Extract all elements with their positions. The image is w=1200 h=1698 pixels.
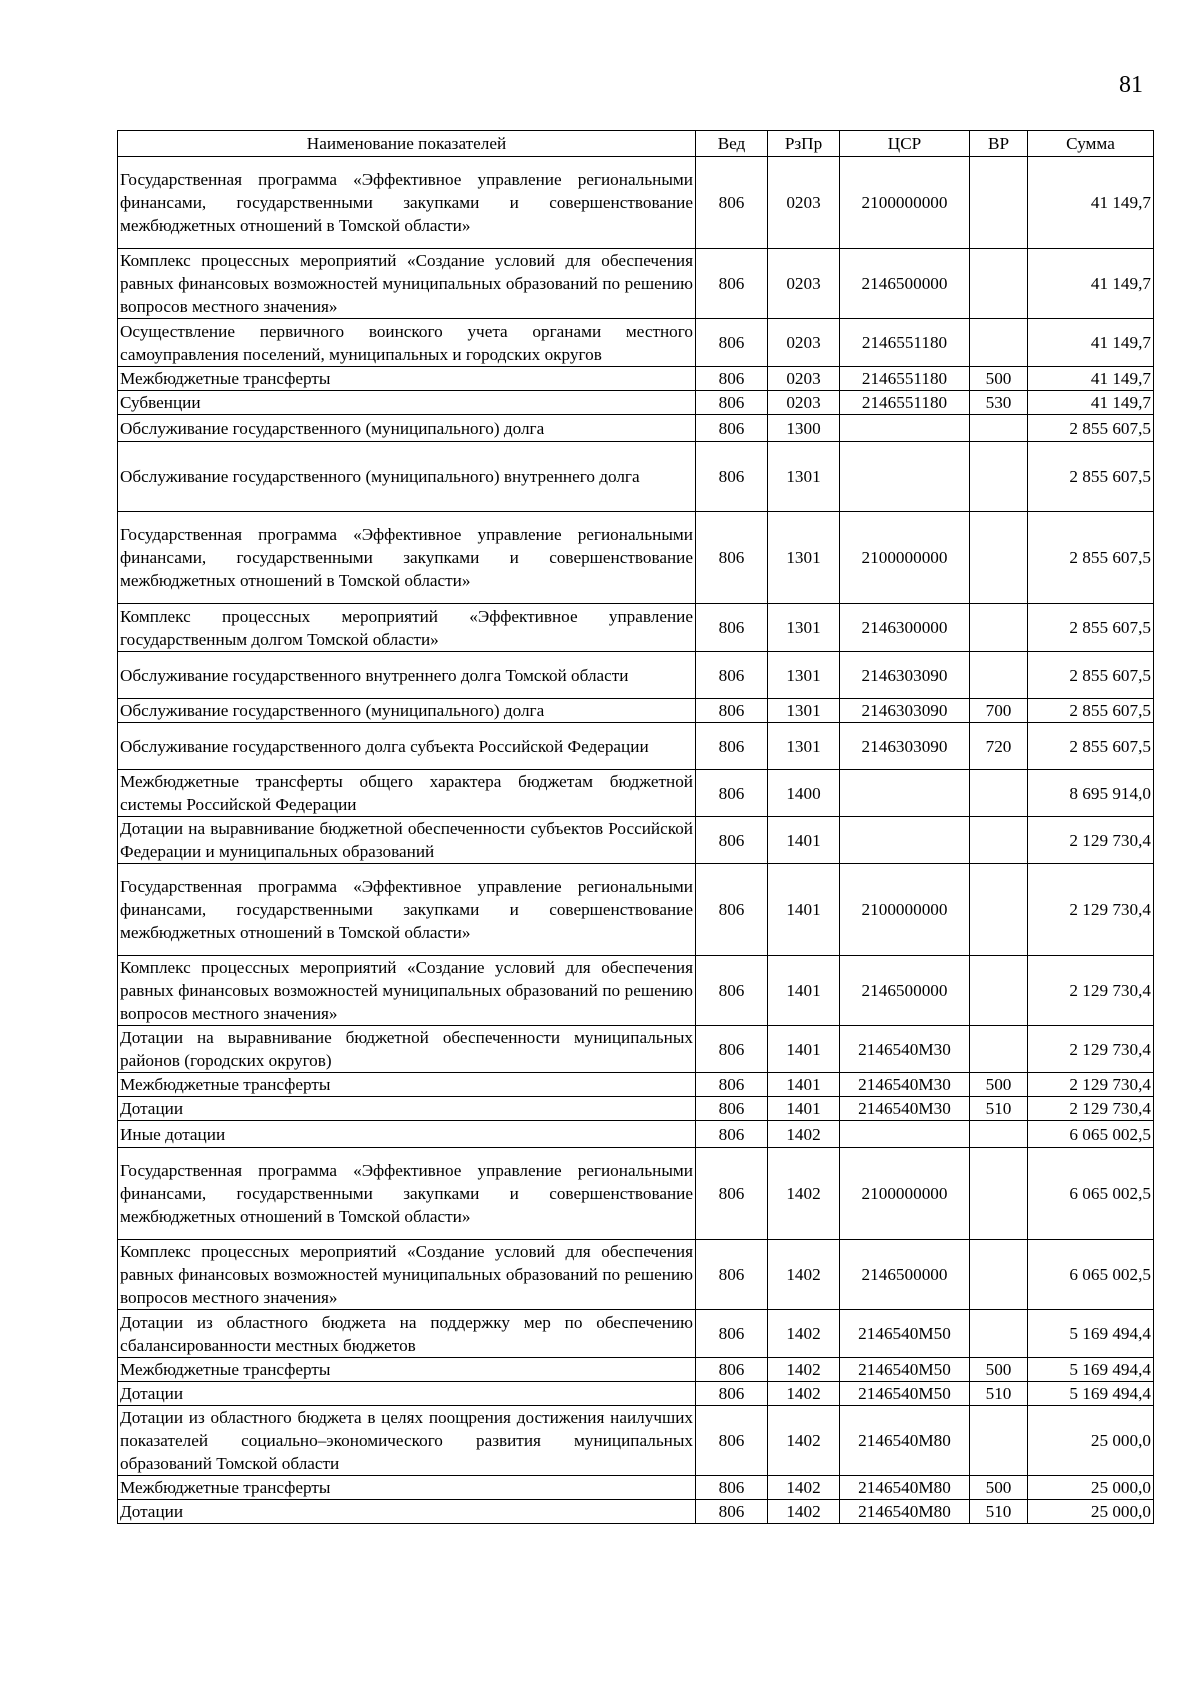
row-name: Межбюджетные трансферты <box>118 1358 696 1382</box>
row-csr: 2146540M30 <box>840 1026 970 1073</box>
row-name: Обслуживание государственного (муниципального) внутреннего долга <box>118 442 696 512</box>
row-ved: 806 <box>696 1148 768 1240</box>
row-csr: 2146540M30 <box>840 1097 970 1121</box>
row-vr: 500 <box>970 1358 1028 1382</box>
row-rzpr: 1402 <box>768 1500 840 1524</box>
row-name: Дотации <box>118 1382 696 1406</box>
row-csr: 2146300000 <box>840 604 970 652</box>
table-row <box>118 442 1154 512</box>
row-vr <box>970 604 1028 652</box>
row-rzpr: 1401 <box>768 1097 840 1121</box>
row-vr <box>970 1310 1028 1358</box>
table-row <box>118 604 1154 652</box>
row-ved: 806 <box>696 1476 768 1500</box>
row-csr <box>840 442 970 512</box>
row-csr: 2146551180 <box>840 319 970 367</box>
row-sum: 5 169 494,4 <box>1028 1358 1154 1382</box>
row-rzpr: 1300 <box>768 415 840 442</box>
table-row <box>118 1382 1154 1406</box>
row-name: Обслуживание государственного долга субъекта Российской Федерации <box>118 723 696 770</box>
row-name: Субвенции <box>118 391 696 415</box>
row-sum: 2 855 607,5 <box>1028 723 1154 770</box>
row-name: Межбюджетные трансферты общего характера бюджетам бюджетной системы Российской Федерации <box>118 770 696 817</box>
row-sum: 2 855 607,5 <box>1028 512 1154 604</box>
row-vr: 500 <box>970 1073 1028 1097</box>
row-ved: 806 <box>696 956 768 1026</box>
row-sum: 25 000,0 <box>1028 1500 1154 1524</box>
row-ved: 806 <box>696 1382 768 1406</box>
row-vr <box>970 415 1028 442</box>
row-name: Государственная программа «Эффективное управление региональными финансами, государственными закупками и совершенствование межбюджетных отношений в Томской области» <box>118 864 696 956</box>
row-sum: 5 169 494,4 <box>1028 1382 1154 1406</box>
table-row <box>118 391 1154 415</box>
row-ved: 806 <box>696 1073 768 1097</box>
row-name: Межбюджетные трансферты <box>118 1073 696 1097</box>
row-csr: 2146551180 <box>840 367 970 391</box>
row-sum: 2 129 730,4 <box>1028 864 1154 956</box>
row-ved: 806 <box>696 512 768 604</box>
row-sum: 2 855 607,5 <box>1028 442 1154 512</box>
table-row <box>118 770 1154 817</box>
header-name: Наименование показателей <box>118 131 696 157</box>
row-vr: 510 <box>970 1097 1028 1121</box>
row-vr <box>970 652 1028 699</box>
row-name: Дотации из областного бюджета в целях поощрения достижения наилучших показателей социально–экономического развития муниципальных образований Томской области <box>118 1406 696 1476</box>
row-name: Дотации <box>118 1097 696 1121</box>
row-vr <box>970 1121 1028 1148</box>
table-row <box>118 1121 1154 1148</box>
table-row <box>118 1148 1154 1240</box>
row-vr: 530 <box>970 391 1028 415</box>
row-sum: 41 149,7 <box>1028 391 1154 415</box>
row-ved: 806 <box>696 1121 768 1148</box>
row-sum: 2 129 730,4 <box>1028 1026 1154 1073</box>
row-ved: 806 <box>696 864 768 956</box>
row-vr <box>970 157 1028 249</box>
row-name: Обслуживание государственного (муниципального) долга <box>118 415 696 442</box>
table-row <box>118 1406 1154 1476</box>
row-sum: 41 149,7 <box>1028 367 1154 391</box>
table-row <box>118 157 1154 249</box>
row-rzpr: 1301 <box>768 652 840 699</box>
table-row <box>118 1026 1154 1073</box>
row-rzpr: 0203 <box>768 249 840 319</box>
row-rzpr: 1401 <box>768 956 840 1026</box>
row-rzpr: 0203 <box>768 391 840 415</box>
table-row <box>118 1500 1154 1524</box>
row-rzpr: 1402 <box>768 1310 840 1358</box>
row-vr: 500 <box>970 1476 1028 1500</box>
row-vr <box>970 864 1028 956</box>
row-csr: 2146540M50 <box>840 1382 970 1406</box>
row-name: Комплекс процессных мероприятий «Эффективное управление государственным долгом Томской области» <box>118 604 696 652</box>
row-csr: 2146551180 <box>840 391 970 415</box>
row-ved: 806 <box>696 1097 768 1121</box>
row-sum: 8 695 914,0 <box>1028 770 1154 817</box>
row-name: Дотации на выравнивание бюджетной обеспеченности муниципальных районов (городских округов) <box>118 1026 696 1073</box>
table-row <box>118 415 1154 442</box>
row-rzpr: 1402 <box>768 1121 840 1148</box>
table-row <box>118 512 1154 604</box>
row-rzpr: 1301 <box>768 604 840 652</box>
row-sum: 6 065 002,5 <box>1028 1240 1154 1310</box>
row-sum: 5 169 494,4 <box>1028 1310 1154 1358</box>
row-name: Комплекс процессных мероприятий «Создание условий для обеспечения равных финансовых возможностей муниципальных образований по решению вопросов местного значения» <box>118 249 696 319</box>
row-vr <box>970 1148 1028 1240</box>
table-row <box>118 1476 1154 1500</box>
row-sum: 2 855 607,5 <box>1028 415 1154 442</box>
table-row <box>118 1097 1154 1121</box>
row-csr: 2100000000 <box>840 512 970 604</box>
row-sum: 6 065 002,5 <box>1028 1121 1154 1148</box>
row-sum: 2 129 730,4 <box>1028 1097 1154 1121</box>
row-csr: 2146540M80 <box>840 1476 970 1500</box>
table-row <box>118 652 1154 699</box>
row-sum: 41 149,7 <box>1028 249 1154 319</box>
row-sum: 2 855 607,5 <box>1028 699 1154 723</box>
table-row <box>118 956 1154 1026</box>
row-csr: 2146303090 <box>840 699 970 723</box>
row-rzpr: 1402 <box>768 1406 840 1476</box>
row-rzpr: 0203 <box>768 367 840 391</box>
row-ved: 806 <box>696 1406 768 1476</box>
budget-table <box>117 130 1154 1524</box>
header-csr: ЦСР <box>840 131 970 157</box>
row-csr: 2146500000 <box>840 1240 970 1310</box>
row-rzpr: 1401 <box>768 864 840 956</box>
row-vr <box>970 817 1028 864</box>
row-ved: 806 <box>696 442 768 512</box>
row-sum: 2 129 730,4 <box>1028 1073 1154 1097</box>
row-rzpr: 1402 <box>768 1148 840 1240</box>
row-csr: 2100000000 <box>840 864 970 956</box>
table-row <box>118 319 1154 367</box>
table-row <box>118 249 1154 319</box>
row-vr <box>970 1240 1028 1310</box>
row-ved: 806 <box>696 1026 768 1073</box>
row-csr: 2146540M50 <box>840 1358 970 1382</box>
row-rzpr: 1401 <box>768 1026 840 1073</box>
row-name: Межбюджетные трансферты <box>118 1476 696 1500</box>
row-rzpr: 0203 <box>768 157 840 249</box>
row-sum: 2 129 730,4 <box>1028 956 1154 1026</box>
row-sum: 41 149,7 <box>1028 157 1154 249</box>
row-sum: 41 149,7 <box>1028 319 1154 367</box>
row-rzpr: 1402 <box>768 1240 840 1310</box>
row-ved: 806 <box>696 1310 768 1358</box>
row-csr <box>840 770 970 817</box>
row-name: Государственная программа «Эффективное управление региональными финансами, государственными закупками и совершенствование межбюджетных отношений в Томской области» <box>118 157 696 249</box>
table-row <box>118 699 1154 723</box>
table-header-row <box>118 131 1154 157</box>
row-ved: 806 <box>696 1240 768 1310</box>
row-rzpr: 0203 <box>768 319 840 367</box>
row-vr <box>970 319 1028 367</box>
row-vr <box>970 956 1028 1026</box>
row-rzpr: 1401 <box>768 1073 840 1097</box>
row-name: Осуществление первичного воинского учета органами местного самоуправления поселений, муниципальных и городских округов <box>118 319 696 367</box>
row-ved: 806 <box>696 604 768 652</box>
row-sum: 2 855 607,5 <box>1028 604 1154 652</box>
row-rzpr: 1301 <box>768 512 840 604</box>
row-csr <box>840 817 970 864</box>
row-vr <box>970 1406 1028 1476</box>
row-csr: 2146303090 <box>840 652 970 699</box>
row-vr: 700 <box>970 699 1028 723</box>
row-name: Обслуживание государственного внутреннего долга Томской области <box>118 652 696 699</box>
table-body <box>118 157 1154 1524</box>
row-vr <box>970 249 1028 319</box>
page-number: 81 <box>1119 72 1143 98</box>
row-ved: 806 <box>696 723 768 770</box>
header-vr: ВР <box>970 131 1028 157</box>
row-ved: 806 <box>696 1358 768 1382</box>
table-row <box>118 1358 1154 1382</box>
row-name: Межбюджетные трансферты <box>118 367 696 391</box>
row-csr <box>840 1121 970 1148</box>
row-ved: 806 <box>696 249 768 319</box>
row-rzpr: 1402 <box>768 1382 840 1406</box>
row-csr: 2100000000 <box>840 1148 970 1240</box>
header-ved: Вед <box>696 131 768 157</box>
table-row <box>118 1310 1154 1358</box>
row-sum: 25 000,0 <box>1028 1406 1154 1476</box>
row-csr: 2146540M80 <box>840 1406 970 1476</box>
row-rzpr: 1301 <box>768 723 840 770</box>
row-name: Дотации из областного бюджета на поддержку мер по обеспечению сбалансированности местных бюджетов <box>118 1310 696 1358</box>
row-vr: 500 <box>970 367 1028 391</box>
table-row <box>118 723 1154 770</box>
row-csr: 2146500000 <box>840 956 970 1026</box>
table-row <box>118 1240 1154 1310</box>
row-ved: 806 <box>696 391 768 415</box>
row-name: Комплекс процессных мероприятий «Создание условий для обеспечения равных финансовых возможностей муниципальных образований по решению вопросов местного значения» <box>118 956 696 1026</box>
row-rzpr: 1301 <box>768 699 840 723</box>
row-name: Государственная программа «Эффективное управление региональными финансами, государственными закупками и совершенствование межбюджетных отношений в Томской области» <box>118 1148 696 1240</box>
table-row <box>118 864 1154 956</box>
row-vr <box>970 512 1028 604</box>
row-rzpr: 1402 <box>768 1358 840 1382</box>
row-sum: 2 855 607,5 <box>1028 652 1154 699</box>
row-csr <box>840 415 970 442</box>
row-name: Дотации на выравнивание бюджетной обеспеченности субъектов Российской Федерации и муниципальных образований <box>118 817 696 864</box>
table-row <box>118 1073 1154 1097</box>
row-vr: 720 <box>970 723 1028 770</box>
row-sum: 25 000,0 <box>1028 1476 1154 1500</box>
row-vr: 510 <box>970 1500 1028 1524</box>
row-name: Дотации <box>118 1500 696 1524</box>
row-ved: 806 <box>696 415 768 442</box>
table-row <box>118 817 1154 864</box>
row-rzpr: 1402 <box>768 1476 840 1500</box>
row-rzpr: 1400 <box>768 770 840 817</box>
header-sum: Сумма <box>1028 131 1154 157</box>
row-sum: 6 065 002,5 <box>1028 1148 1154 1240</box>
row-name: Обслуживание государственного (муниципального) долга <box>118 699 696 723</box>
row-vr: 510 <box>970 1382 1028 1406</box>
row-ved: 806 <box>696 319 768 367</box>
row-rzpr: 1401 <box>768 817 840 864</box>
row-sum: 2 129 730,4 <box>1028 817 1154 864</box>
row-csr: 2146303090 <box>840 723 970 770</box>
row-csr: 2146540M30 <box>840 1073 970 1097</box>
row-csr: 2146540M80 <box>840 1500 970 1524</box>
header-rzpr: РзПр <box>768 131 840 157</box>
row-rzpr: 1301 <box>768 442 840 512</box>
row-name: Иные дотации <box>118 1121 696 1148</box>
row-name: Государственная программа «Эффективное управление региональными финансами, государственными закупками и совершенствование межбюджетных отношений в Томской области» <box>118 512 696 604</box>
row-csr: 2146540M50 <box>840 1310 970 1358</box>
row-ved: 806 <box>696 770 768 817</box>
row-name: Комплекс процессных мероприятий «Создание условий для обеспечения равных финансовых возможностей муниципальных образований по решению вопросов местного значения» <box>118 1240 696 1310</box>
row-ved: 806 <box>696 817 768 864</box>
row-vr <box>970 442 1028 512</box>
row-ved: 806 <box>696 157 768 249</box>
row-vr <box>970 1026 1028 1073</box>
row-ved: 806 <box>696 652 768 699</box>
table-row <box>118 367 1154 391</box>
row-ved: 806 <box>696 1500 768 1524</box>
row-csr: 2100000000 <box>840 157 970 249</box>
row-csr: 2146500000 <box>840 249 970 319</box>
row-ved: 806 <box>696 367 768 391</box>
row-ved: 806 <box>696 699 768 723</box>
row-vr <box>970 770 1028 817</box>
